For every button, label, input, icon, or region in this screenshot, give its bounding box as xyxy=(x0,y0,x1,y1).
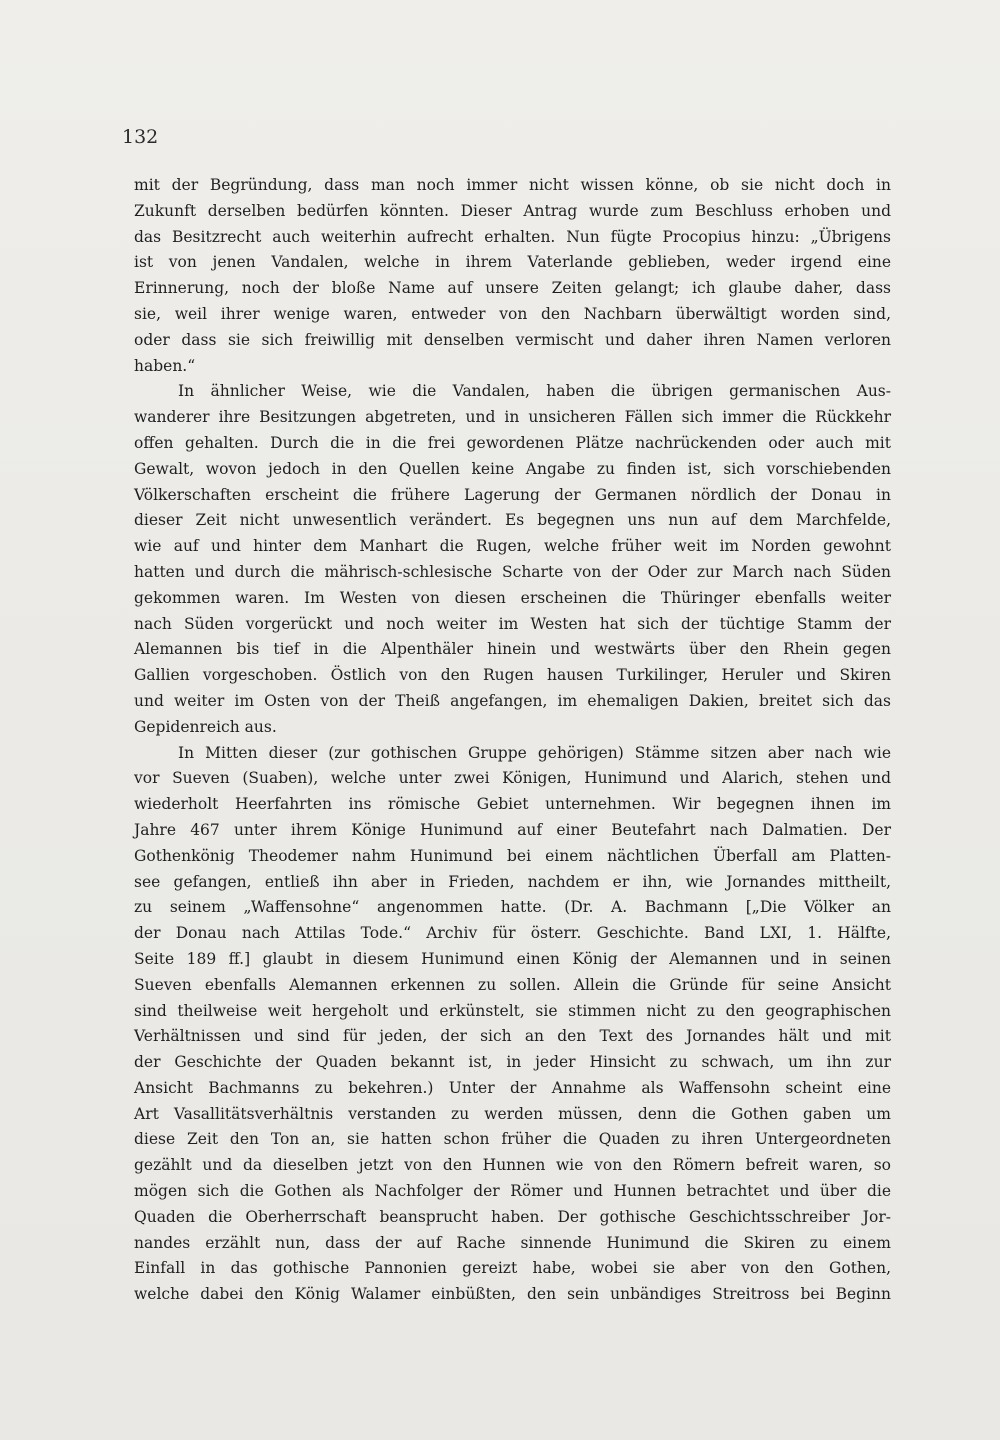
paragraph xyxy=(134,173,891,379)
page-number: 132 xyxy=(122,126,159,148)
text-line: zu seinem „Waffensohne“ angenommen hatte. (Dr. A. Bachmann [„Die Völker an xyxy=(134,898,891,917)
text-line: Gothenkönig Theodemer nahm Hunimund bei einem nächtlichen Überfall am Platten- xyxy=(134,846,891,865)
text-line: nach Süden vorgerückt und noch weiter im Westen hat sich der tüchtige Stamm der xyxy=(134,614,891,633)
text-line: gezählt und da dieselben jetzt von den Hunnen wie von den Römern befreit waren, so xyxy=(134,1156,891,1175)
text-line: mögen sich die Gothen als Nachfolger der Römer und Hunnen betrachtet und über die xyxy=(134,1182,891,1201)
text-line: mit der Begründung, dass man noch immer nicht wissen könne, ob sie nicht doch in xyxy=(134,176,891,194)
text-line: In ähnlicher Weise, wie die Vandalen, haben die übrigen germanischen Aus- xyxy=(178,382,891,401)
text-line: Art Vasallitätsverhältnis verstanden zu werden müssen, denn die Gothen gaben um xyxy=(134,1104,891,1123)
text-line: offen gehalten. Durch die in die frei gewordenen Plätze nachrückenden oder auch mit xyxy=(134,433,891,452)
text-line: welche dabei den König Walamer einbüßten, den sein unbändiges Streitross bei Beginn xyxy=(134,1285,891,1304)
text-line: der Donau nach Attilas Tode.“ Archiv für österr. Geschichte. Band LXI, 1. Hälfte, xyxy=(134,924,891,943)
text-line: Völkerschaften erscheint die frühere Lagerung der Germanen nördlich der Donau in xyxy=(134,485,891,504)
text-line: wie auf und hinter dem Manhart die Rugen, welche früher weit im Norden gewohnt xyxy=(134,537,891,556)
text-line: dieser Zeit nicht unwesentlich verändert. Es begegnen uns nun auf dem Marchfelde, xyxy=(134,511,891,530)
text-line: sie, weil ihrer wenige waren, entweder von den Nachbarn überwältigt worden sind, xyxy=(134,304,891,323)
text-line: oder dass sie sich freiwillig mit denselben vermischt und daher ihren Namen verloren xyxy=(134,330,891,349)
text-line: hatten und durch die mährisch-schlesische Scharte von der Oder zur March nach Süden xyxy=(134,562,891,581)
text-line: In Mitten dieser (zur gothischen Gruppe gehörigen) Stämme sitzen aber nach wie xyxy=(178,743,891,762)
text-line: der Geschichte der Quaden bekannt ist, in jeder Hinsicht zu schwach, um ihn zur xyxy=(134,1053,891,1072)
text-line: diese Zeit den Ton an, sie hatten schon früher die Quaden zu ihren Untergeordneten xyxy=(134,1130,891,1149)
text-line: Zukunft derselben bedürfen könnten. Dieser Antrag wurde zum Beschluss erhoben und xyxy=(134,201,891,220)
text-line: Verhältnissen und sind für jeden, der sich an den Text des Jornandes hält und mit xyxy=(134,1027,891,1046)
text-line: gekommen waren. Im Westen von diesen erscheinen die Thüringer ebenfalls weiter xyxy=(134,588,891,607)
paragraph xyxy=(134,741,891,1309)
paragraph xyxy=(134,379,891,740)
text-line: Erinnerung, noch der bloße Name auf unsere Zeiten gelangt; ich glaube daher, dass xyxy=(134,279,891,298)
text-line: ist von jenen Vandalen, welche in ihrem Vaterlande geblieben, weder irgend eine xyxy=(134,253,891,272)
text-line: Jahre 467 unter ihrem Könige Hunimund auf einer Beutefahrt nach Dalmatien. Der xyxy=(134,820,891,839)
text-line: Seite 189 ff.] glaubt in diesem Hunimund einen König der Alemannen und in seinen xyxy=(134,949,891,968)
text-line: see gefangen, entließ ihn aber in Frieden, nachdem er ihn, wie Jornandes mittheilt, xyxy=(134,872,891,891)
text-line: nandes erzählt nun, dass der auf Rache sinnende Hunimund die Skiren zu einem xyxy=(134,1233,891,1252)
text-line: das Besitzrecht auch weiterhin aufrecht erhalten. Nun fügte Procopius hinzu: „Übrigens xyxy=(134,227,891,246)
text-line: Ansicht Bachmanns zu bekehren.) Unter der Annahme als Waffensohn scheint eine xyxy=(134,1078,891,1097)
text-line: wanderer ihre Besitzungen abgetreten, und in unsicheren Fällen sich immer die Rückkehr xyxy=(134,408,891,427)
text-line: wiederholt Heerfahrten ins römische Gebiet unternehmen. Wir begegnen ihnen im xyxy=(134,795,891,814)
text-line: und weiter im Osten von der Theiß angefangen, im ehemaligen Dakien, breitet sich das xyxy=(134,691,891,710)
text-line: Gepidenreich aus. xyxy=(134,717,277,736)
text-line: Gallien vorgeschoben. Östlich von den Rugen hausen Turkilinger, Heruler und Skiren xyxy=(134,666,891,685)
text-line: haben.“ xyxy=(134,356,196,375)
text-line: Quaden die Oberherrschaft beansprucht haben. Der gothische Geschichtsschreiber Jor- xyxy=(134,1207,891,1226)
text-line: vor Sueven (Suaben), welche unter zwei Königen, Hunimund und Alarich, stehen und xyxy=(134,769,891,788)
text-line: Alemannen bis tief in die Alpenthäler hinein und westwärts über den Rhein gegen xyxy=(134,640,891,659)
text-line: Gewalt, wovon jedoch in den Quellen keine Angabe zu finden ist, sich vorschiebenden xyxy=(134,459,891,478)
text-line: Einfall in das gothische Pannonien gereizt habe, wobei sie aber von den Gothen, xyxy=(134,1259,891,1278)
text-line: sind theilweise weit hergeholt und erkünstelt, sie stimmen nicht zu den geographischen xyxy=(134,1001,891,1020)
body-text xyxy=(134,173,891,1308)
text-line: Sueven ebenfalls Alemannen erkennen zu sollen. Allein die Gründe für seine Ansicht xyxy=(134,975,891,994)
